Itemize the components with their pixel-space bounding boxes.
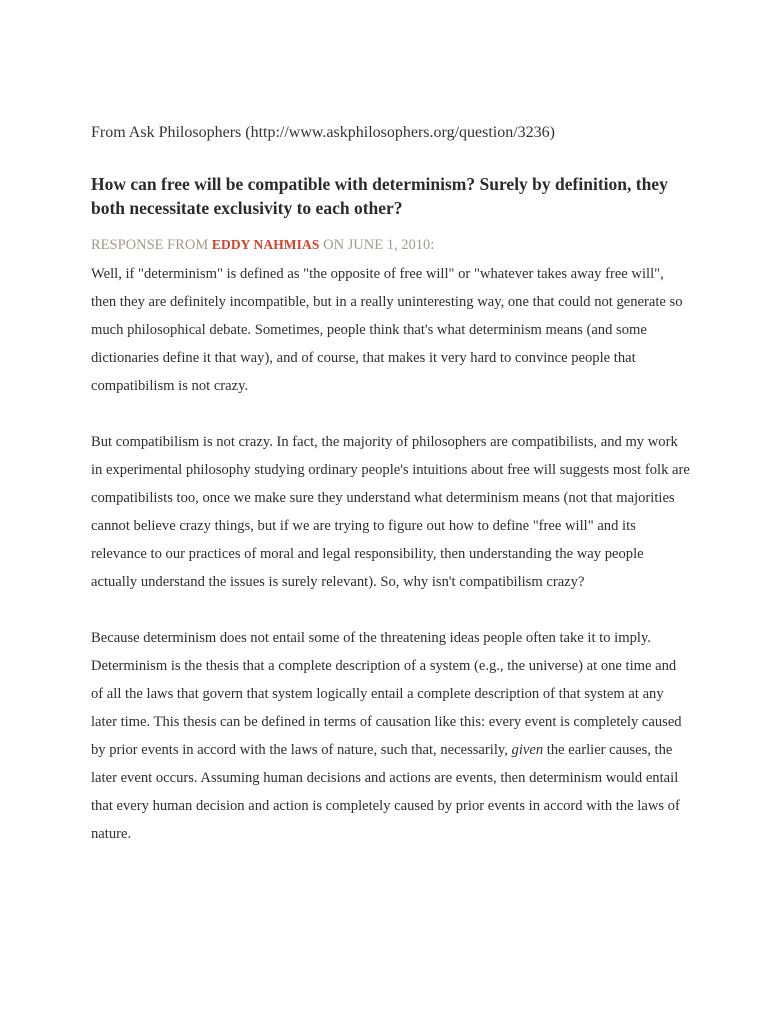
response-prefix: RESPONSE FROM bbox=[91, 237, 212, 253]
emphasis-given: given bbox=[511, 742, 544, 758]
body-paragraph-2: But compatibilism is not crazy. In fact, the majority of philosophers are compatibilists, and my work in experimental philosophy studying ordinary people's intuitions about free will suggests most folk are compatibilists too, once we make sure they understand what determinism means (not that majorities cannot believe crazy things, but if we are trying to figure out how to define "free will" and its relevance to our practices of moral and legal responsibility, then understanding the way people actually understand the issues is surely relevant). So, why isn't compatibilism crazy? bbox=[91, 434, 690, 590]
body-paragraph-3-text-a: Because determinism does not entail some of the threatening ideas people often take it to imply. Determinism is the thesis that a complete description of a system (e.g., the universe) at one time and of all the laws that govern that system logically entail a complete description of that system at any later time. This thesis can be defined in terms of causation like this: every event is completely caused by prior events in accord with the laws of nature, such that, necessarily, bbox=[91, 630, 682, 758]
body-paragraph-1: Well, if "determinism" is defined as "the opposite of free will" or "whatever takes away free will", then they are definitely incompatible, but in a really uninteresting way, one that could not generate so much philosophical debate. Sometimes, people think that's what determinism means (and some dictionaries define it that way), and of course, that makes it very hard to convince people that compatibilism is not crazy. bbox=[91, 266, 683, 394]
response-header bbox=[91, 234, 691, 256]
question-title: How can free will be compatible with determinism? Surely by definition, they both necessitate exclusivity to each other? bbox=[91, 174, 668, 218]
response-author: EDDY NAHMIAS bbox=[211, 237, 320, 252]
body-paragraph-3 bbox=[91, 624, 691, 848]
response-body bbox=[91, 260, 691, 848]
response-date: ON JUNE 1, 2010: bbox=[319, 237, 435, 253]
source-citation: From Ask Philosophers (http://www.askphilosophers.org/question/3236) bbox=[91, 124, 555, 141]
body-paragraph-3-text-b: the earlier causes, the later event occurs. Assuming human decisions and actions are events, then determinism would entail that every human decision and action is completely caused by prior events in accord with the laws of nature. bbox=[91, 742, 680, 842]
